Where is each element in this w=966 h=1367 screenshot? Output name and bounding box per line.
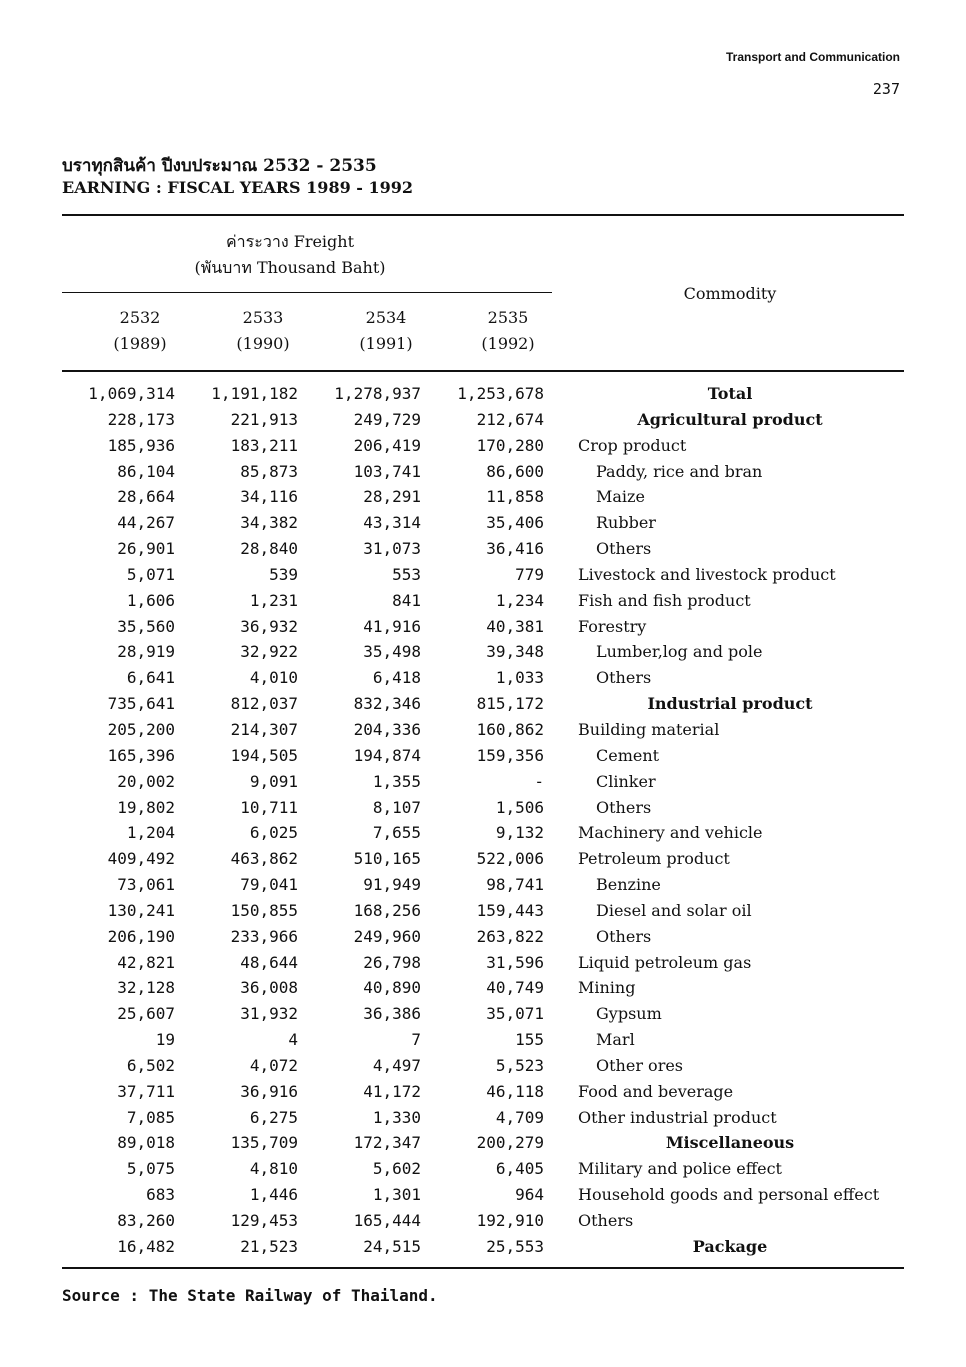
commodity-label: Petroleum product xyxy=(578,849,730,869)
value-cell-2532: 83,260 xyxy=(117,1211,175,1230)
value-cell-2534: 168,256 xyxy=(353,900,421,920)
commodity-label: Package xyxy=(692,1236,768,1256)
commodity-label: Paddy, rice and bran xyxy=(596,461,763,481)
value-cell-2534: 7,655 xyxy=(372,823,421,843)
value-cell-2533: 194,505 xyxy=(230,745,298,765)
table-row xyxy=(0,746,966,772)
value-cell-2534: 249,729 xyxy=(353,409,421,429)
commodity-label: Others xyxy=(596,797,652,817)
value-cell-2532: 32,128 xyxy=(117,978,175,998)
value-cell-2532: 1,069,314 xyxy=(88,384,175,403)
commodity-label: Diesel and solar oil xyxy=(596,900,752,920)
table-row xyxy=(0,1056,966,1082)
commodity-label: Clinker xyxy=(596,771,656,791)
table-row xyxy=(0,642,966,668)
commodity-label: Forestry xyxy=(578,616,647,636)
value-cell-2534: 1,301 xyxy=(372,1185,421,1205)
value-cell-2533: 21,523 xyxy=(240,1236,298,1256)
commodity-label: Total xyxy=(707,384,753,403)
value-cell-2532: 73,061 xyxy=(117,875,175,895)
value-cell-2534: 249,960 xyxy=(353,926,421,946)
value-cell-2533: 36,916 xyxy=(240,1081,298,1101)
value-cell-2534: 1,355 xyxy=(372,771,421,791)
table-row xyxy=(0,1108,966,1134)
value-cell-2535: 39,348 xyxy=(486,642,544,662)
commodity-label: Others xyxy=(578,1211,634,1230)
value-cell-2534: 41,172 xyxy=(363,1081,421,1101)
value-cell-2535: 36,416 xyxy=(486,539,544,559)
value-cell-2532: 28,664 xyxy=(117,487,175,507)
section-title: Transport and Communication xyxy=(725,50,900,64)
commodity-label: Others xyxy=(596,668,652,688)
table-row xyxy=(0,617,966,643)
commodity-label: Food and beverage xyxy=(578,1081,734,1101)
value-cell-2532: 206,190 xyxy=(107,926,175,946)
value-cell-2535: 263,822 xyxy=(476,926,544,946)
value-cell-2532: 409,492 xyxy=(107,849,175,869)
table-row xyxy=(0,1159,966,1185)
commodity-label: Benzine xyxy=(596,875,661,895)
commodity-label: Gypsum xyxy=(596,1004,662,1024)
value-cell-2533: 214,307 xyxy=(230,719,298,739)
value-cell-2532: 20,002 xyxy=(117,771,175,791)
commodity-label: Fish and fish product xyxy=(578,590,751,610)
value-cell-2533: 150,855 xyxy=(230,900,298,920)
table-title-english: EARNING : FISCAL YEARS 1989 - 1992 xyxy=(62,178,414,197)
value-cell-2535: 40,381 xyxy=(486,616,544,636)
value-cell-2533: 85,873 xyxy=(240,461,298,481)
value-cell-2535: - xyxy=(534,771,544,791)
value-cell-2535: 779 xyxy=(515,564,544,584)
year-header-be: 2532 xyxy=(119,308,161,327)
value-cell-2535: 170,280 xyxy=(476,435,544,455)
commodity-label: Others xyxy=(596,926,652,946)
commodity-label: Mining xyxy=(578,978,636,998)
table-row xyxy=(0,410,966,436)
table-row xyxy=(0,1133,966,1159)
value-cell-2534: 4,497 xyxy=(372,1055,421,1075)
table-row xyxy=(0,875,966,901)
table-row xyxy=(0,1004,966,1030)
value-cell-2533: 34,116 xyxy=(240,487,298,507)
commodity-header: Commodity xyxy=(683,284,777,303)
value-cell-2535: 1,234 xyxy=(495,590,544,610)
value-cell-2535: 212,674 xyxy=(476,409,544,429)
value-cell-2532: 130,241 xyxy=(107,900,175,920)
table-row xyxy=(0,1211,966,1237)
table-row xyxy=(0,591,966,617)
table-row xyxy=(0,694,966,720)
value-cell-2535: 40,749 xyxy=(486,978,544,998)
commodity-label: Agricultural product xyxy=(637,409,823,429)
value-cell-2533: 32,922 xyxy=(240,642,298,662)
value-cell-2533: 539 xyxy=(269,564,298,584)
top-rule xyxy=(62,214,904,216)
source-note: Source : The State Railway of Thailand. xyxy=(62,1286,438,1305)
commodity-label: Others xyxy=(596,539,652,559)
value-cell-2533: 812,037 xyxy=(230,694,298,714)
value-cell-2533: 135,709 xyxy=(230,1133,298,1153)
table-row xyxy=(0,384,966,410)
value-cell-2532: 19 xyxy=(155,1030,175,1050)
value-cell-2533: 1,446 xyxy=(249,1185,298,1205)
value-cell-2532: 1,606 xyxy=(126,590,175,610)
commodity-label: Miscellaneous xyxy=(665,1133,795,1153)
table-row xyxy=(0,1082,966,1108)
value-cell-2535: 35,406 xyxy=(486,513,544,533)
value-cell-2534: 28,291 xyxy=(363,487,421,507)
value-cell-2534: 553 xyxy=(392,564,421,584)
freight-header: ค่าระวาง Freight xyxy=(225,232,355,251)
value-cell-2533: 48,644 xyxy=(240,952,298,972)
commodity-label: Other ores xyxy=(596,1055,684,1075)
value-cell-2535: 815,172 xyxy=(476,694,544,714)
value-cell-2532: 25,607 xyxy=(117,1004,175,1024)
value-cell-2532: 28,919 xyxy=(117,642,175,662)
value-cell-2532: 735,641 xyxy=(107,694,175,714)
year-header-be: 2534 xyxy=(365,308,407,327)
value-cell-2532: 86,104 xyxy=(117,461,175,481)
value-cell-2534: 26,798 xyxy=(363,952,421,972)
value-cell-2535: 159,356 xyxy=(476,745,544,765)
value-cell-2534: 41,916 xyxy=(363,616,421,636)
value-cell-2534: 841 xyxy=(392,590,421,610)
value-cell-2534: 24,515 xyxy=(363,1236,421,1256)
value-cell-2532: 683 xyxy=(146,1185,175,1205)
year-header-ad: (1991) xyxy=(359,334,413,353)
value-cell-2534: 165,444 xyxy=(353,1211,421,1230)
value-cell-2534: 103,741 xyxy=(353,461,421,481)
value-cell-2533: 129,453 xyxy=(230,1211,298,1230)
bottom-rule xyxy=(62,1267,904,1269)
value-cell-2535: 46,118 xyxy=(486,1081,544,1101)
value-cell-2533: 4,010 xyxy=(249,668,298,688)
table-row xyxy=(0,772,966,798)
value-cell-2535: 31,596 xyxy=(486,952,544,972)
commodity-label: Maize xyxy=(596,487,645,507)
commodity-label: Other industrial product xyxy=(578,1107,777,1127)
value-cell-2535: 35,071 xyxy=(486,1004,544,1024)
commodity-label: Livestock and livestock product xyxy=(578,564,836,584)
value-cell-2535: 1,033 xyxy=(495,668,544,688)
value-cell-2532: 16,482 xyxy=(117,1236,175,1256)
value-cell-2535: 160,862 xyxy=(476,719,544,739)
value-cell-2535: 192,910 xyxy=(476,1211,544,1230)
value-cell-2532: 42,821 xyxy=(117,952,175,972)
value-cell-2533: 79,041 xyxy=(240,875,298,895)
year-header-be: 2533 xyxy=(242,308,284,327)
commodity-label: Machinery and vehicle xyxy=(578,823,763,843)
commodity-label: Industrial product xyxy=(647,694,813,714)
value-cell-2535: 9,132 xyxy=(495,823,544,843)
value-cell-2532: 5,075 xyxy=(126,1159,175,1179)
table-row xyxy=(0,823,966,849)
value-cell-2533: 28,840 xyxy=(240,539,298,559)
value-cell-2532: 205,200 xyxy=(107,719,175,739)
value-cell-2534: 1,278,937 xyxy=(334,384,421,403)
value-cell-2535: 522,006 xyxy=(476,849,544,869)
table-row xyxy=(0,901,966,927)
freight-unit: (พันบาท Thousand Baht) xyxy=(194,258,386,277)
value-cell-2532: 37,711 xyxy=(117,1081,175,1101)
value-cell-2533: 4,810 xyxy=(249,1159,298,1179)
year-header-ad: (1992) xyxy=(481,334,535,353)
table-row xyxy=(0,953,966,979)
year-header-ad: (1990) xyxy=(236,334,290,353)
value-cell-2533: 6,025 xyxy=(249,823,298,843)
commodity-label: Rubber xyxy=(596,513,656,533)
table-row xyxy=(0,462,966,488)
commodity-label: Military and police effect xyxy=(578,1159,782,1179)
value-cell-2532: 6,502 xyxy=(126,1055,175,1075)
value-cell-2533: 31,932 xyxy=(240,1004,298,1024)
value-cell-2534: 36,386 xyxy=(363,1004,421,1024)
value-cell-2535: 6,405 xyxy=(495,1159,544,1179)
value-cell-2532: 35,560 xyxy=(117,616,175,636)
value-cell-2535: 98,741 xyxy=(486,875,544,895)
commodity-label: Lumber,log and pole xyxy=(596,642,763,662)
value-cell-2534: 204,336 xyxy=(353,719,421,739)
value-cell-2532: 185,936 xyxy=(107,435,175,455)
table-body xyxy=(0,384,966,1263)
commodity-label: Cement xyxy=(596,745,660,765)
value-cell-2535: 200,279 xyxy=(476,1133,544,1153)
table-row xyxy=(0,1185,966,1211)
page-number: 237 xyxy=(872,80,900,98)
table-row xyxy=(0,849,966,875)
value-cell-2532: 7,085 xyxy=(126,1107,175,1127)
commodity-label: Liquid petroleum gas xyxy=(578,952,752,972)
year-header-be: 2535 xyxy=(487,308,529,327)
value-cell-2534: 832,346 xyxy=(353,694,421,714)
value-cell-2533: 233,966 xyxy=(230,926,298,946)
value-cell-2533: 6,275 xyxy=(249,1107,298,1127)
value-cell-2532: 228,173 xyxy=(107,409,175,429)
value-cell-2532: 1,204 xyxy=(126,823,175,843)
table-row xyxy=(0,798,966,824)
value-cell-2535: 11,858 xyxy=(486,487,544,507)
table-row xyxy=(0,668,966,694)
value-cell-2535: 4,709 xyxy=(495,1107,544,1127)
value-cell-2533: 10,711 xyxy=(240,797,298,817)
value-cell-2533: 221,913 xyxy=(230,409,298,429)
table-row xyxy=(0,436,966,462)
value-cell-2534: 31,073 xyxy=(363,539,421,559)
commodity-label: Household goods and personal effect xyxy=(578,1185,880,1205)
value-cell-2534: 40,890 xyxy=(363,978,421,998)
commodity-label: Marl xyxy=(596,1030,635,1050)
year-header-ad: (1989) xyxy=(113,334,167,353)
value-cell-2534: 194,874 xyxy=(353,745,421,765)
table-row xyxy=(0,927,966,953)
value-cell-2534: 7 xyxy=(411,1030,421,1050)
value-cell-2533: 4 xyxy=(288,1030,298,1050)
value-cell-2534: 35,498 xyxy=(363,642,421,662)
value-cell-2533: 36,008 xyxy=(240,978,298,998)
value-cell-2533: 9,091 xyxy=(249,771,298,791)
table-row xyxy=(0,539,966,565)
value-cell-2535: 155 xyxy=(515,1030,544,1050)
value-cell-2534: 6,418 xyxy=(372,668,421,688)
value-cell-2534: 43,314 xyxy=(363,513,421,533)
value-cell-2533: 1,191,182 xyxy=(211,384,298,403)
table-row xyxy=(0,978,966,1004)
table-row xyxy=(0,1237,966,1263)
value-cell-2533: 34,382 xyxy=(240,513,298,533)
table-row xyxy=(0,565,966,591)
value-cell-2535: 1,506 xyxy=(495,797,544,817)
value-cell-2534: 206,419 xyxy=(353,435,421,455)
value-cell-2535: 964 xyxy=(515,1185,544,1205)
header-rule xyxy=(62,370,904,372)
value-cell-2535: 1,253,678 xyxy=(457,384,544,403)
value-cell-2533: 183,211 xyxy=(230,435,298,455)
value-cell-2535: 86,600 xyxy=(486,461,544,481)
commodity-label: Crop product xyxy=(578,435,687,455)
table-row xyxy=(0,1030,966,1056)
value-cell-2533: 4,072 xyxy=(249,1055,298,1075)
value-cell-2533: 1,231 xyxy=(249,590,298,610)
table-row xyxy=(0,487,966,513)
table-row xyxy=(0,513,966,539)
value-cell-2532: 6,641 xyxy=(126,668,175,688)
value-cell-2532: 5,071 xyxy=(126,564,175,584)
value-cell-2535: 5,523 xyxy=(495,1055,544,1075)
value-cell-2532: 26,901 xyxy=(117,539,175,559)
value-cell-2534: 510,165 xyxy=(353,849,421,869)
table-title-thai: บราทุกสินค้า ปีงบประมาณ 2532 - 2535 xyxy=(62,156,377,176)
value-cell-2534: 1,330 xyxy=(372,1107,421,1127)
value-cell-2532: 165,396 xyxy=(107,745,175,765)
freight-rule xyxy=(62,292,552,293)
value-cell-2532: 89,018 xyxy=(117,1133,175,1153)
value-cell-2532: 19,802 xyxy=(117,797,175,817)
value-cell-2534: 172,347 xyxy=(353,1133,421,1153)
value-cell-2535: 159,443 xyxy=(476,900,544,920)
value-cell-2533: 463,862 xyxy=(230,849,298,869)
value-cell-2534: 8,107 xyxy=(372,797,421,817)
value-cell-2535: 25,553 xyxy=(486,1236,544,1256)
value-cell-2533: 36,932 xyxy=(240,616,298,636)
value-cell-2534: 5,602 xyxy=(372,1159,421,1179)
table-row xyxy=(0,720,966,746)
value-cell-2534: 91,949 xyxy=(363,875,421,895)
commodity-label: Building material xyxy=(578,719,720,739)
value-cell-2532: 44,267 xyxy=(117,513,175,533)
